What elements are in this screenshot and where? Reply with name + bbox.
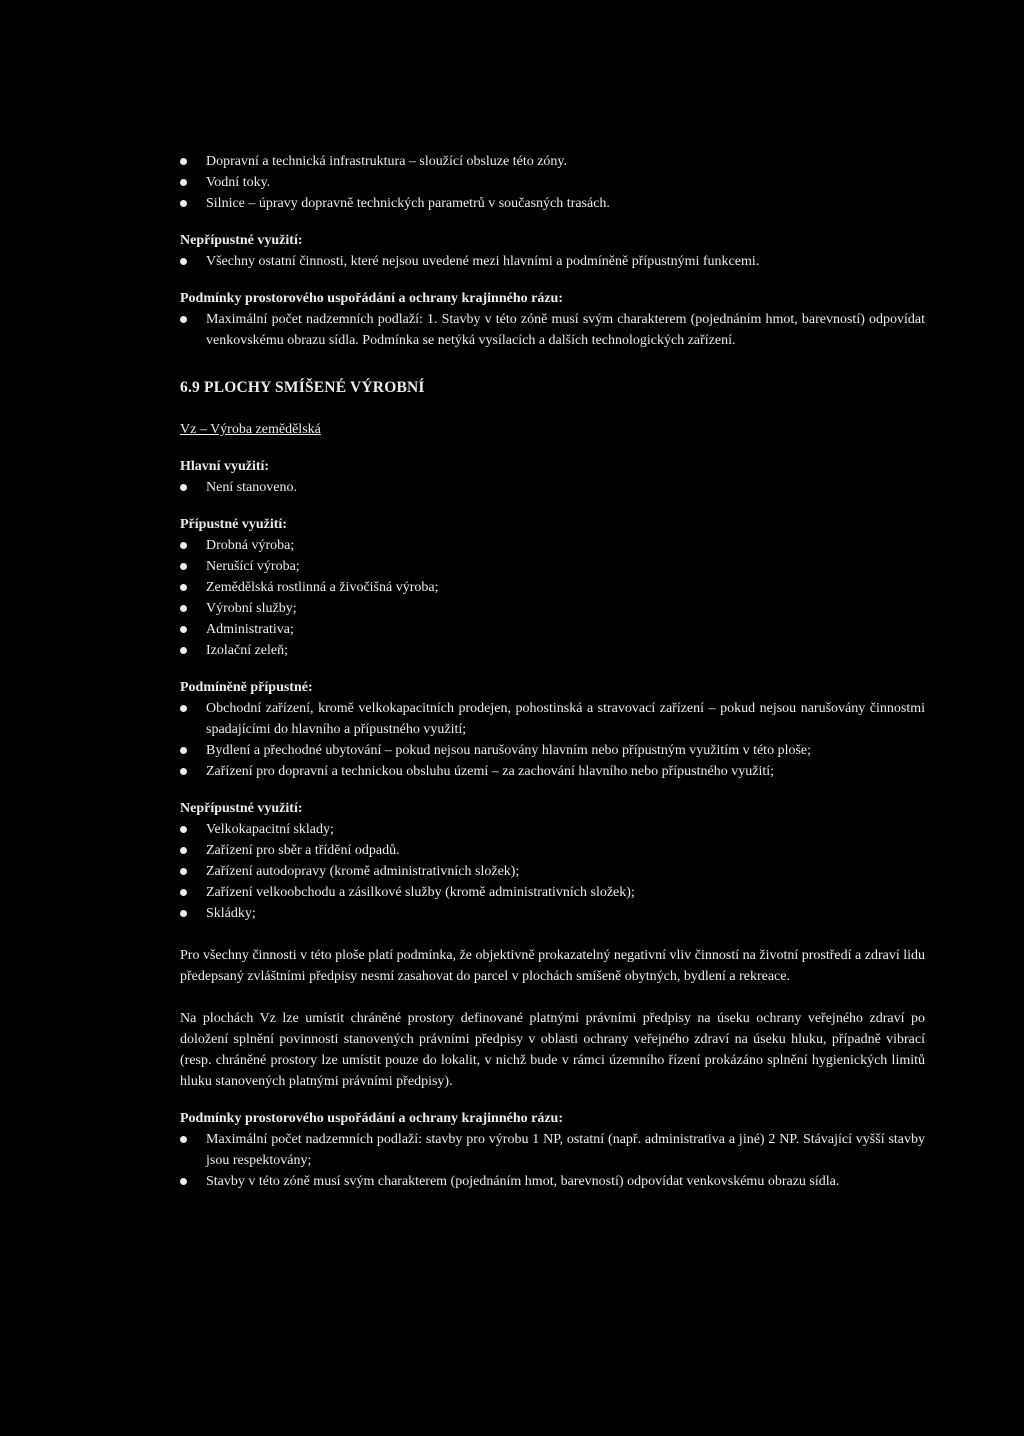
list-item: Výrobní služby; — [180, 598, 925, 619]
list-item: Zařízení pro dopravní a technickou obsluhu území – za zachování hlavního nebo přípustného využití; — [180, 761, 925, 782]
bullet-icon — [180, 258, 187, 265]
hlavni-list — [180, 477, 925, 498]
podminky-2-list — [180, 1129, 925, 1192]
list-item: Bydlení a přechodné ubytování – pokud nejsou narušovány hlavním nebo přípustným využitím v této ploše; — [180, 740, 925, 761]
bullet-icon — [180, 826, 187, 833]
list-item: Není stanoveno. — [180, 477, 925, 498]
bullet-icon — [180, 910, 187, 917]
bullet-icon — [180, 542, 187, 549]
heading-podminky-2: Podmínky prostorového uspořádání a ochrany krajinného rázu: — [180, 1111, 563, 1126]
list-item: Skládky; — [180, 903, 925, 924]
bullet-icon — [180, 158, 187, 165]
bullet-icon — [180, 747, 187, 754]
list-item: Izolační zeleň; — [180, 640, 925, 661]
list-item: Dopravní a technická infrastruktura – sloužící obsluze této zóny. — [180, 151, 925, 172]
bullet-icon — [180, 868, 187, 875]
heading-nepripustne-2: Nepřípustné využití: — [180, 801, 303, 816]
list-item: Zemědělská rostlinná a živočišná výroba; — [180, 577, 925, 598]
paragraph-chranene-prostory: Na plochách Vz lze umístit chráněné prostory definované platnými právními předpisy na úseku ochrany veřejného zdraví po doložení splnění povinnosti stanovených právními předpisy v oblasti ochrany veřejného zdraví na úseku hluku, případně vibrací (resp. chráněné prostory lze umístit pouze do lokalit, v nichž bude v rámci územního řízení prokázáno splnění hygienických limitů hluku stanovených platnými právními předpisy). — [180, 1011, 925, 1089]
section-title: 6.9 PLOCHY SMÍŠENÉ VÝROBNÍ — [180, 379, 425, 396]
heading-nepripustne-1: Nepřípustné využití: — [180, 233, 303, 248]
document-body — [180, 151, 925, 1192]
bullet-icon — [180, 889, 187, 896]
list-item: Velkokapacitní sklady; — [180, 819, 925, 840]
list-item: Nerušící výroba; — [180, 556, 925, 577]
bullet-icon — [180, 847, 187, 854]
bullet-icon — [180, 768, 187, 775]
bullet-icon — [180, 200, 187, 207]
bullet-icon — [180, 563, 187, 570]
bullet-icon — [180, 626, 187, 633]
podminky-1-list — [180, 309, 925, 351]
list-item: Vodní toky. — [180, 172, 925, 193]
heading-podminene: Podmíněně přípustné: — [180, 680, 313, 695]
list-item: Stavby v této zóně musí svým charakterem (pojednáním hmot, barevností) odpovídat venkovskému obrazu sídla. — [180, 1171, 925, 1192]
list-item: Drobná výroba; — [180, 535, 925, 556]
bullet-icon — [180, 705, 187, 712]
heading-pripustne: Přípustné využití: — [180, 517, 287, 532]
heading-hlavni: Hlavní využití: — [180, 459, 270, 474]
bullet-icon — [180, 484, 187, 491]
nepripustne-1-list — [180, 251, 925, 272]
list-item: Administrativa; — [180, 619, 925, 640]
list-item: Zařízení autodopravy (kromě administrativních složek); — [180, 861, 925, 882]
heading-podminky-1: Podmínky prostorového uspořádání a ochrany krajinného rázu: — [180, 291, 563, 306]
bullet-icon — [180, 605, 187, 612]
pripustne-list — [180, 535, 925, 661]
list-item: Maximální počet nadzemních podlaží: 1. Stavby v této zóně musí svým charakterem (pojednáním hmot, barevností) odpovídat venkovskému obrazu sídla. Podmínka se netýká vysílacích a dalších technologických zařízení. — [180, 309, 925, 351]
top-list — [180, 151, 925, 214]
nepripustne-2-list — [180, 819, 925, 924]
list-item: Všechny ostatní činnosti, které nejsou uvedené mezi hlavními a podmíněně přípustnými funkcemi. — [180, 251, 925, 272]
paragraph-podminka: Pro všechny činnosti v této ploše platí podmínka, že objektivně prokazatelný negativní vliv činností na životní prostředí a zdraví lidu předepsaný zvláštními předpisy nesmí zasahovat do parcel v plochách smíšeně obytných, bydlení a rekreace. — [180, 948, 925, 984]
bullet-icon — [180, 1178, 187, 1185]
bullet-icon — [180, 179, 187, 186]
podminene-list — [180, 698, 925, 782]
section-subtitle: Vz – Výroba zemědělská — [180, 422, 321, 437]
list-item: Zařízení pro sběr a třídění odpadů. — [180, 840, 925, 861]
list-item: Maximální počet nadzemních podlaží: stavby pro výrobu 1 NP, ostatní (např. administrativa a jiné) 2 NP. Stávající vyšší stavby jsou respektovány; — [180, 1129, 925, 1171]
list-item: Zařízení velkoobchodu a zásilkové služby (kromě administrativních složek); — [180, 882, 925, 903]
bullet-icon — [180, 647, 187, 654]
bullet-icon — [180, 316, 187, 323]
list-item: Obchodní zařízení, kromě velkokapacitních prodejen, pohostinská a stravovací zařízení – pokud nejsou narušovány činnostmi spadajícími do hlavního a přípustného využití; — [180, 698, 925, 740]
list-item: Silnice – úpravy dopravně technických parametrů v současných trasách. — [180, 193, 925, 214]
bullet-icon — [180, 584, 187, 591]
bullet-icon — [180, 1136, 187, 1143]
